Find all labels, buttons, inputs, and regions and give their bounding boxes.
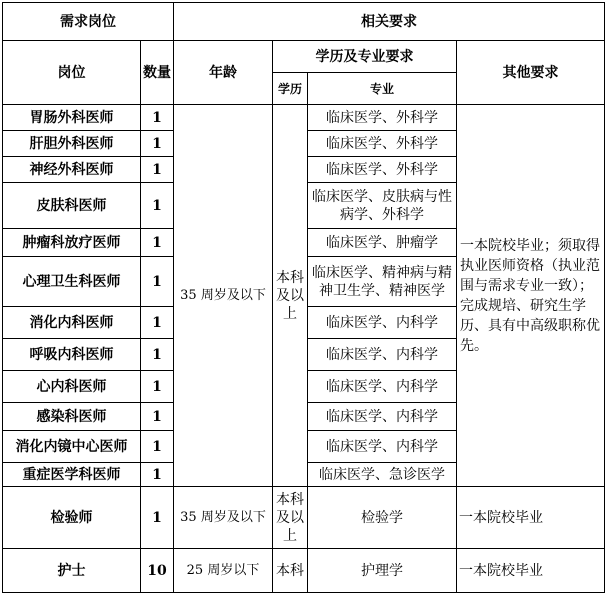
- quantity-cell: 10: [141, 549, 174, 593]
- header-edu-major: 学历及专业要求: [273, 41, 457, 73]
- quantity-cell: 1: [141, 183, 174, 229]
- age-cell: 35 周岁及以下: [174, 487, 273, 549]
- header-row-2: [3, 41, 605, 73]
- position-cell: 护士: [3, 549, 141, 593]
- major-cell: 临床医学、内科学: [308, 371, 457, 403]
- major-cell: 临床医学、内科学: [308, 339, 457, 371]
- header-related-requirements: 相关要求: [174, 3, 605, 41]
- quantity-cell: 1: [141, 463, 174, 487]
- major-cell: 临床医学、急诊医学: [308, 463, 457, 487]
- position-cell: 呼吸内科医师: [3, 339, 141, 371]
- other-cell: 一本院校毕业: [457, 487, 605, 549]
- quantity-cell: 1: [141, 487, 174, 549]
- major-cell: 临床医学、精神病与精神卫生学、精神医学: [308, 257, 457, 307]
- position-cell: 消化内镜中心医师: [3, 431, 141, 463]
- quantity-cell: 1: [141, 403, 174, 431]
- header-position: 岗位: [3, 41, 141, 105]
- position-cell: 神经外科医师: [3, 157, 141, 183]
- header-education: 学历: [273, 73, 308, 105]
- quantity-cell: 1: [141, 131, 174, 157]
- position-cell: 胃肠外科医师: [3, 105, 141, 131]
- group-age-cell: 35 周岁及以下: [174, 105, 273, 487]
- quantity-cell: 1: [141, 105, 174, 131]
- position-cell: 消化内科医师: [3, 307, 141, 339]
- position-cell: 皮肤科医师: [3, 183, 141, 229]
- major-cell: 护理学: [308, 549, 457, 593]
- header-other: 其他要求: [457, 41, 605, 105]
- table-row: [3, 549, 605, 593]
- group-other-cell: 一本院校毕业；须取得执业医师资格（执业范围与需求专业一致）；完成规培、研究生学历、具有中高级职称优先。: [457, 105, 605, 487]
- quantity-cell: 1: [141, 339, 174, 371]
- major-cell: 临床医学、皮肤病与性病学、外科学: [308, 183, 457, 229]
- position-cell: 感染科医师: [3, 403, 141, 431]
- quantity-cell: 1: [141, 257, 174, 307]
- position-cell: 肝胆外科医师: [3, 131, 141, 157]
- position-cell: 心理卫生科医师: [3, 257, 141, 307]
- header-row-1: [3, 3, 605, 41]
- requirements-table: [2, 2, 605, 593]
- position-cell: 重症医学科医师: [3, 463, 141, 487]
- major-cell: 临床医学、内科学: [308, 307, 457, 339]
- other-cell: 一本院校毕业: [457, 549, 605, 593]
- position-cell: 心内科医师: [3, 371, 141, 403]
- major-cell: 检验学: [308, 487, 457, 549]
- quantity-cell: 1: [141, 431, 174, 463]
- education-cell: 本科及以上: [273, 487, 308, 549]
- header-age: 年龄: [174, 41, 273, 105]
- major-cell: 临床医学、内科学: [308, 403, 457, 431]
- quantity-cell: 1: [141, 307, 174, 339]
- table-row: [3, 105, 605, 131]
- major-cell: 临床医学、外科学: [308, 105, 457, 131]
- header-demand-position: 需求岗位: [3, 3, 174, 41]
- quantity-cell: 1: [141, 371, 174, 403]
- quantity-cell: 1: [141, 157, 174, 183]
- quantity-cell: 1: [141, 229, 174, 257]
- major-cell: 临床医学、内科学: [308, 431, 457, 463]
- header-major: 专业: [308, 73, 457, 105]
- major-cell: 临床医学、外科学: [308, 157, 457, 183]
- education-cell: 本科: [273, 549, 308, 593]
- header-quantity: 数量: [141, 41, 174, 105]
- major-cell: 临床医学、肿瘤学: [308, 229, 457, 257]
- group-education-cell: 本科及以上: [273, 105, 308, 487]
- position-cell: 肿瘤科放疗医师: [3, 229, 141, 257]
- position-cell: 检验师: [3, 487, 141, 549]
- age-cell: 25 周岁以下: [174, 549, 273, 593]
- major-cell: 临床医学、外科学: [308, 131, 457, 157]
- table-row: [3, 487, 605, 549]
